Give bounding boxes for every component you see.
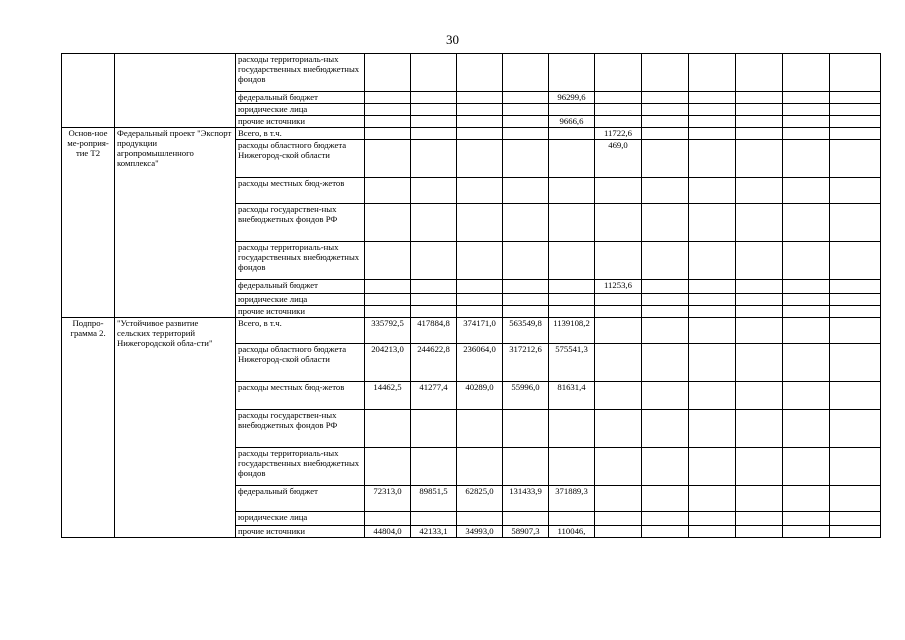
value-cell xyxy=(457,242,503,280)
funding-source-cell: федеральный бюджет xyxy=(236,92,365,104)
funding-source-cell: федеральный бюджет xyxy=(236,486,365,512)
value-cell xyxy=(689,382,736,410)
value-cell xyxy=(457,116,503,128)
value-cell xyxy=(365,128,411,140)
value-cell xyxy=(457,104,503,116)
value-cell xyxy=(549,54,595,92)
value-cell xyxy=(503,116,549,128)
funding-source-cell: юридические лица xyxy=(236,512,365,526)
value-cell: 204213,0 xyxy=(365,344,411,382)
value-cell: 58907,3 xyxy=(503,526,549,538)
value-cell xyxy=(736,128,783,140)
value-cell xyxy=(830,448,881,486)
value-cell xyxy=(642,526,689,538)
value-cell xyxy=(830,486,881,512)
funding-source-cell: расходы местных бюд-жетов xyxy=(236,178,365,204)
value-cell xyxy=(783,54,830,92)
value-cell xyxy=(689,512,736,526)
value-cell xyxy=(689,204,736,242)
value-cell xyxy=(830,294,881,306)
value-cell xyxy=(457,54,503,92)
funding-source-cell: Всего, в т.ч. xyxy=(236,318,365,344)
value-cell xyxy=(595,178,642,204)
value-cell xyxy=(642,54,689,92)
value-cell xyxy=(503,242,549,280)
value-cell xyxy=(830,92,881,104)
value-cell xyxy=(689,178,736,204)
funding-source-cell: расходы территориаль-ных государственных внебюджетных фондов xyxy=(236,242,365,280)
value-cell xyxy=(736,92,783,104)
value-cell xyxy=(689,410,736,448)
value-cell xyxy=(830,410,881,448)
value-cell xyxy=(736,204,783,242)
table-row xyxy=(62,318,881,344)
value-cell xyxy=(830,318,881,344)
value-cell: 110046, xyxy=(549,526,595,538)
value-cell xyxy=(595,306,642,318)
value-cell xyxy=(642,344,689,382)
value-cell xyxy=(736,306,783,318)
value-cell xyxy=(365,178,411,204)
value-cell xyxy=(457,178,503,204)
value-cell xyxy=(457,204,503,242)
value-cell xyxy=(736,54,783,92)
value-cell xyxy=(736,242,783,280)
value-cell xyxy=(457,306,503,318)
value-cell xyxy=(365,242,411,280)
value-cell xyxy=(830,344,881,382)
value-cell: 81631,4 xyxy=(549,382,595,410)
value-cell xyxy=(411,54,457,92)
value-cell xyxy=(642,306,689,318)
value-cell xyxy=(549,512,595,526)
value-cell xyxy=(736,178,783,204)
value-cell xyxy=(365,140,411,178)
value-cell xyxy=(783,280,830,294)
value-cell xyxy=(503,410,549,448)
measure-name-cell: Федеральный проект "Экспорт продукции агропромышленного комплекса" xyxy=(115,128,236,318)
value-cell xyxy=(689,140,736,178)
value-cell xyxy=(736,140,783,178)
value-cell xyxy=(830,140,881,178)
value-cell xyxy=(503,448,549,486)
value-cell xyxy=(549,294,595,306)
value-cell xyxy=(689,344,736,382)
value-cell xyxy=(595,382,642,410)
value-cell xyxy=(642,512,689,526)
value-cell xyxy=(549,178,595,204)
value-cell xyxy=(549,140,595,178)
value-cell xyxy=(365,204,411,242)
value-cell xyxy=(411,294,457,306)
value-cell xyxy=(642,294,689,306)
funding-source-cell: расходы территориаль-ных государственных внебюджетных фондов xyxy=(236,54,365,92)
value-cell xyxy=(595,294,642,306)
value-cell xyxy=(783,128,830,140)
value-cell xyxy=(503,204,549,242)
funding-source-cell: Всего, в т.ч. xyxy=(236,128,365,140)
value-cell xyxy=(689,486,736,512)
value-cell xyxy=(549,410,595,448)
value-cell xyxy=(642,116,689,128)
table-row xyxy=(62,54,881,92)
value-cell xyxy=(830,382,881,410)
value-cell xyxy=(457,448,503,486)
value-cell xyxy=(457,140,503,178)
value-cell: 55996,0 xyxy=(503,382,549,410)
value-cell xyxy=(689,526,736,538)
value-cell xyxy=(830,54,881,92)
value-cell xyxy=(783,486,830,512)
value-cell xyxy=(736,486,783,512)
value-cell xyxy=(830,178,881,204)
value-cell xyxy=(365,54,411,92)
value-cell xyxy=(411,242,457,280)
value-cell xyxy=(830,242,881,280)
value-cell xyxy=(411,306,457,318)
funding-source-cell: расходы государствен-ных внебюджетных фондов РФ xyxy=(236,410,365,448)
value-cell xyxy=(736,410,783,448)
funding-source-cell: расходы областного бюджета Нижегород-ской области xyxy=(236,344,365,382)
value-cell xyxy=(689,116,736,128)
value-cell xyxy=(830,204,881,242)
value-cell xyxy=(549,306,595,318)
value-cell xyxy=(503,54,549,92)
value-cell xyxy=(783,116,830,128)
value-cell xyxy=(595,410,642,448)
value-cell xyxy=(595,512,642,526)
value-cell xyxy=(642,242,689,280)
value-cell xyxy=(689,92,736,104)
value-cell: 44804,0 xyxy=(365,526,411,538)
value-cell xyxy=(411,104,457,116)
value-cell: 317212,6 xyxy=(503,344,549,382)
value-cell xyxy=(595,104,642,116)
value-cell xyxy=(830,116,881,128)
value-cell xyxy=(595,92,642,104)
value-cell xyxy=(503,92,549,104)
value-cell xyxy=(783,344,830,382)
value-cell xyxy=(549,204,595,242)
funding-source-cell: федеральный бюджет xyxy=(236,280,365,294)
value-cell xyxy=(783,306,830,318)
value-cell xyxy=(411,140,457,178)
value-cell xyxy=(783,104,830,116)
value-cell xyxy=(411,410,457,448)
value-cell: 1139108,2 xyxy=(549,318,595,344)
value-cell xyxy=(411,178,457,204)
value-cell xyxy=(689,306,736,318)
value-cell: 40289,0 xyxy=(457,382,503,410)
value-cell xyxy=(736,104,783,116)
value-cell: 11722,6 xyxy=(595,128,642,140)
value-cell: 417884,8 xyxy=(411,318,457,344)
value-cell: 131433,9 xyxy=(503,486,549,512)
measure-code-cell: Основ-ное ме-роприя-тие Т2 xyxy=(62,128,115,318)
value-cell xyxy=(457,92,503,104)
value-cell: 62825,0 xyxy=(457,486,503,512)
value-cell xyxy=(830,526,881,538)
value-cell xyxy=(549,104,595,116)
value-cell xyxy=(365,116,411,128)
value-cell xyxy=(689,280,736,294)
value-cell xyxy=(411,204,457,242)
value-cell: 236064,0 xyxy=(457,344,503,382)
value-cell xyxy=(595,242,642,280)
value-cell xyxy=(736,512,783,526)
value-cell xyxy=(689,54,736,92)
value-cell: 244622,8 xyxy=(411,344,457,382)
value-cell: 72313,0 xyxy=(365,486,411,512)
value-cell xyxy=(457,280,503,294)
value-cell: 89851,5 xyxy=(411,486,457,512)
measure-code-cell: Подпро-грамма 2. xyxy=(62,318,115,538)
measure-code-cell xyxy=(62,54,115,128)
value-cell: 9666,6 xyxy=(549,116,595,128)
measure-name-cell xyxy=(115,54,236,128)
funding-source-cell: расходы областного бюджета Нижегород-ской области xyxy=(236,140,365,178)
value-cell xyxy=(411,280,457,294)
value-cell xyxy=(736,318,783,344)
value-cell xyxy=(549,128,595,140)
value-cell xyxy=(642,104,689,116)
funding-source-cell: прочие источники xyxy=(236,306,365,318)
value-cell xyxy=(365,410,411,448)
value-cell xyxy=(595,116,642,128)
value-cell xyxy=(783,294,830,306)
table-row xyxy=(62,128,881,140)
value-cell: 335792,5 xyxy=(365,318,411,344)
value-cell xyxy=(595,204,642,242)
value-cell xyxy=(595,486,642,512)
value-cell: 371889,3 xyxy=(549,486,595,512)
value-cell: 34993,0 xyxy=(457,526,503,538)
value-cell: 42133,1 xyxy=(411,526,457,538)
value-cell xyxy=(783,526,830,538)
value-cell xyxy=(642,128,689,140)
value-cell xyxy=(595,448,642,486)
value-cell xyxy=(642,204,689,242)
value-cell xyxy=(411,92,457,104)
value-cell xyxy=(503,294,549,306)
page-number: 30 xyxy=(446,32,459,47)
value-cell xyxy=(642,486,689,512)
value-cell xyxy=(830,306,881,318)
value-cell xyxy=(365,448,411,486)
value-cell xyxy=(503,178,549,204)
value-cell xyxy=(736,294,783,306)
value-cell xyxy=(411,512,457,526)
funding-source-cell: расходы государствен-ных внебюджетных фондов РФ xyxy=(236,204,365,242)
value-cell xyxy=(783,140,830,178)
value-cell xyxy=(642,410,689,448)
value-cell xyxy=(642,448,689,486)
value-cell: 374171,0 xyxy=(457,318,503,344)
funding-source-cell: расходы территориаль-ных государственных внебюджетных фондов xyxy=(236,448,365,486)
value-cell xyxy=(830,512,881,526)
value-cell xyxy=(365,294,411,306)
value-cell xyxy=(457,512,503,526)
value-cell xyxy=(595,318,642,344)
value-cell xyxy=(457,128,503,140)
value-cell xyxy=(830,280,881,294)
value-cell xyxy=(689,294,736,306)
value-cell xyxy=(365,280,411,294)
value-cell xyxy=(595,54,642,92)
value-cell: 14462,5 xyxy=(365,382,411,410)
funding-source-cell: юридические лица xyxy=(236,294,365,306)
value-cell xyxy=(830,104,881,116)
value-cell xyxy=(595,526,642,538)
value-cell xyxy=(365,306,411,318)
value-cell xyxy=(503,512,549,526)
value-cell xyxy=(783,512,830,526)
value-cell xyxy=(457,294,503,306)
value-cell: 41277,4 xyxy=(411,382,457,410)
value-cell xyxy=(503,306,549,318)
value-cell xyxy=(503,140,549,178)
value-cell xyxy=(411,448,457,486)
value-cell xyxy=(642,140,689,178)
value-cell xyxy=(783,204,830,242)
value-cell xyxy=(783,382,830,410)
value-cell xyxy=(736,448,783,486)
value-cell xyxy=(689,128,736,140)
value-cell: 575541,3 xyxy=(549,344,595,382)
value-cell xyxy=(595,344,642,382)
value-cell xyxy=(689,242,736,280)
value-cell xyxy=(783,92,830,104)
value-cell xyxy=(457,410,503,448)
value-cell xyxy=(411,116,457,128)
value-cell: 96299,6 xyxy=(549,92,595,104)
value-cell xyxy=(365,104,411,116)
value-cell xyxy=(411,128,457,140)
value-cell xyxy=(503,280,549,294)
funding-source-cell: расходы местных бюд-жетов xyxy=(236,382,365,410)
value-cell xyxy=(642,178,689,204)
value-cell xyxy=(736,382,783,410)
value-cell xyxy=(689,104,736,116)
value-cell xyxy=(736,116,783,128)
value-cell xyxy=(783,448,830,486)
value-cell xyxy=(783,318,830,344)
value-cell xyxy=(689,318,736,344)
value-cell xyxy=(830,128,881,140)
value-cell xyxy=(736,526,783,538)
value-cell: 563549,8 xyxy=(503,318,549,344)
funding-source-cell: юридические лица xyxy=(236,104,365,116)
budget-table xyxy=(61,53,881,538)
value-cell xyxy=(642,382,689,410)
funding-source-cell: прочие источники xyxy=(236,526,365,538)
value-cell: 11253,6 xyxy=(595,280,642,294)
value-cell xyxy=(503,128,549,140)
value-cell xyxy=(689,448,736,486)
value-cell xyxy=(549,242,595,280)
value-cell xyxy=(783,178,830,204)
value-cell xyxy=(642,318,689,344)
value-cell xyxy=(783,410,830,448)
value-cell xyxy=(642,280,689,294)
value-cell xyxy=(503,104,549,116)
value-cell xyxy=(549,280,595,294)
value-cell: 469,0 xyxy=(595,140,642,178)
value-cell xyxy=(365,92,411,104)
value-cell xyxy=(783,242,830,280)
value-cell xyxy=(365,512,411,526)
value-cell xyxy=(736,344,783,382)
value-cell xyxy=(549,448,595,486)
value-cell xyxy=(642,92,689,104)
value-cell xyxy=(736,280,783,294)
funding-source-cell: прочие источники xyxy=(236,116,365,128)
measure-name-cell: "Устойчивое развитие сельских территорий Нижегородской обла-сти" xyxy=(115,318,236,538)
